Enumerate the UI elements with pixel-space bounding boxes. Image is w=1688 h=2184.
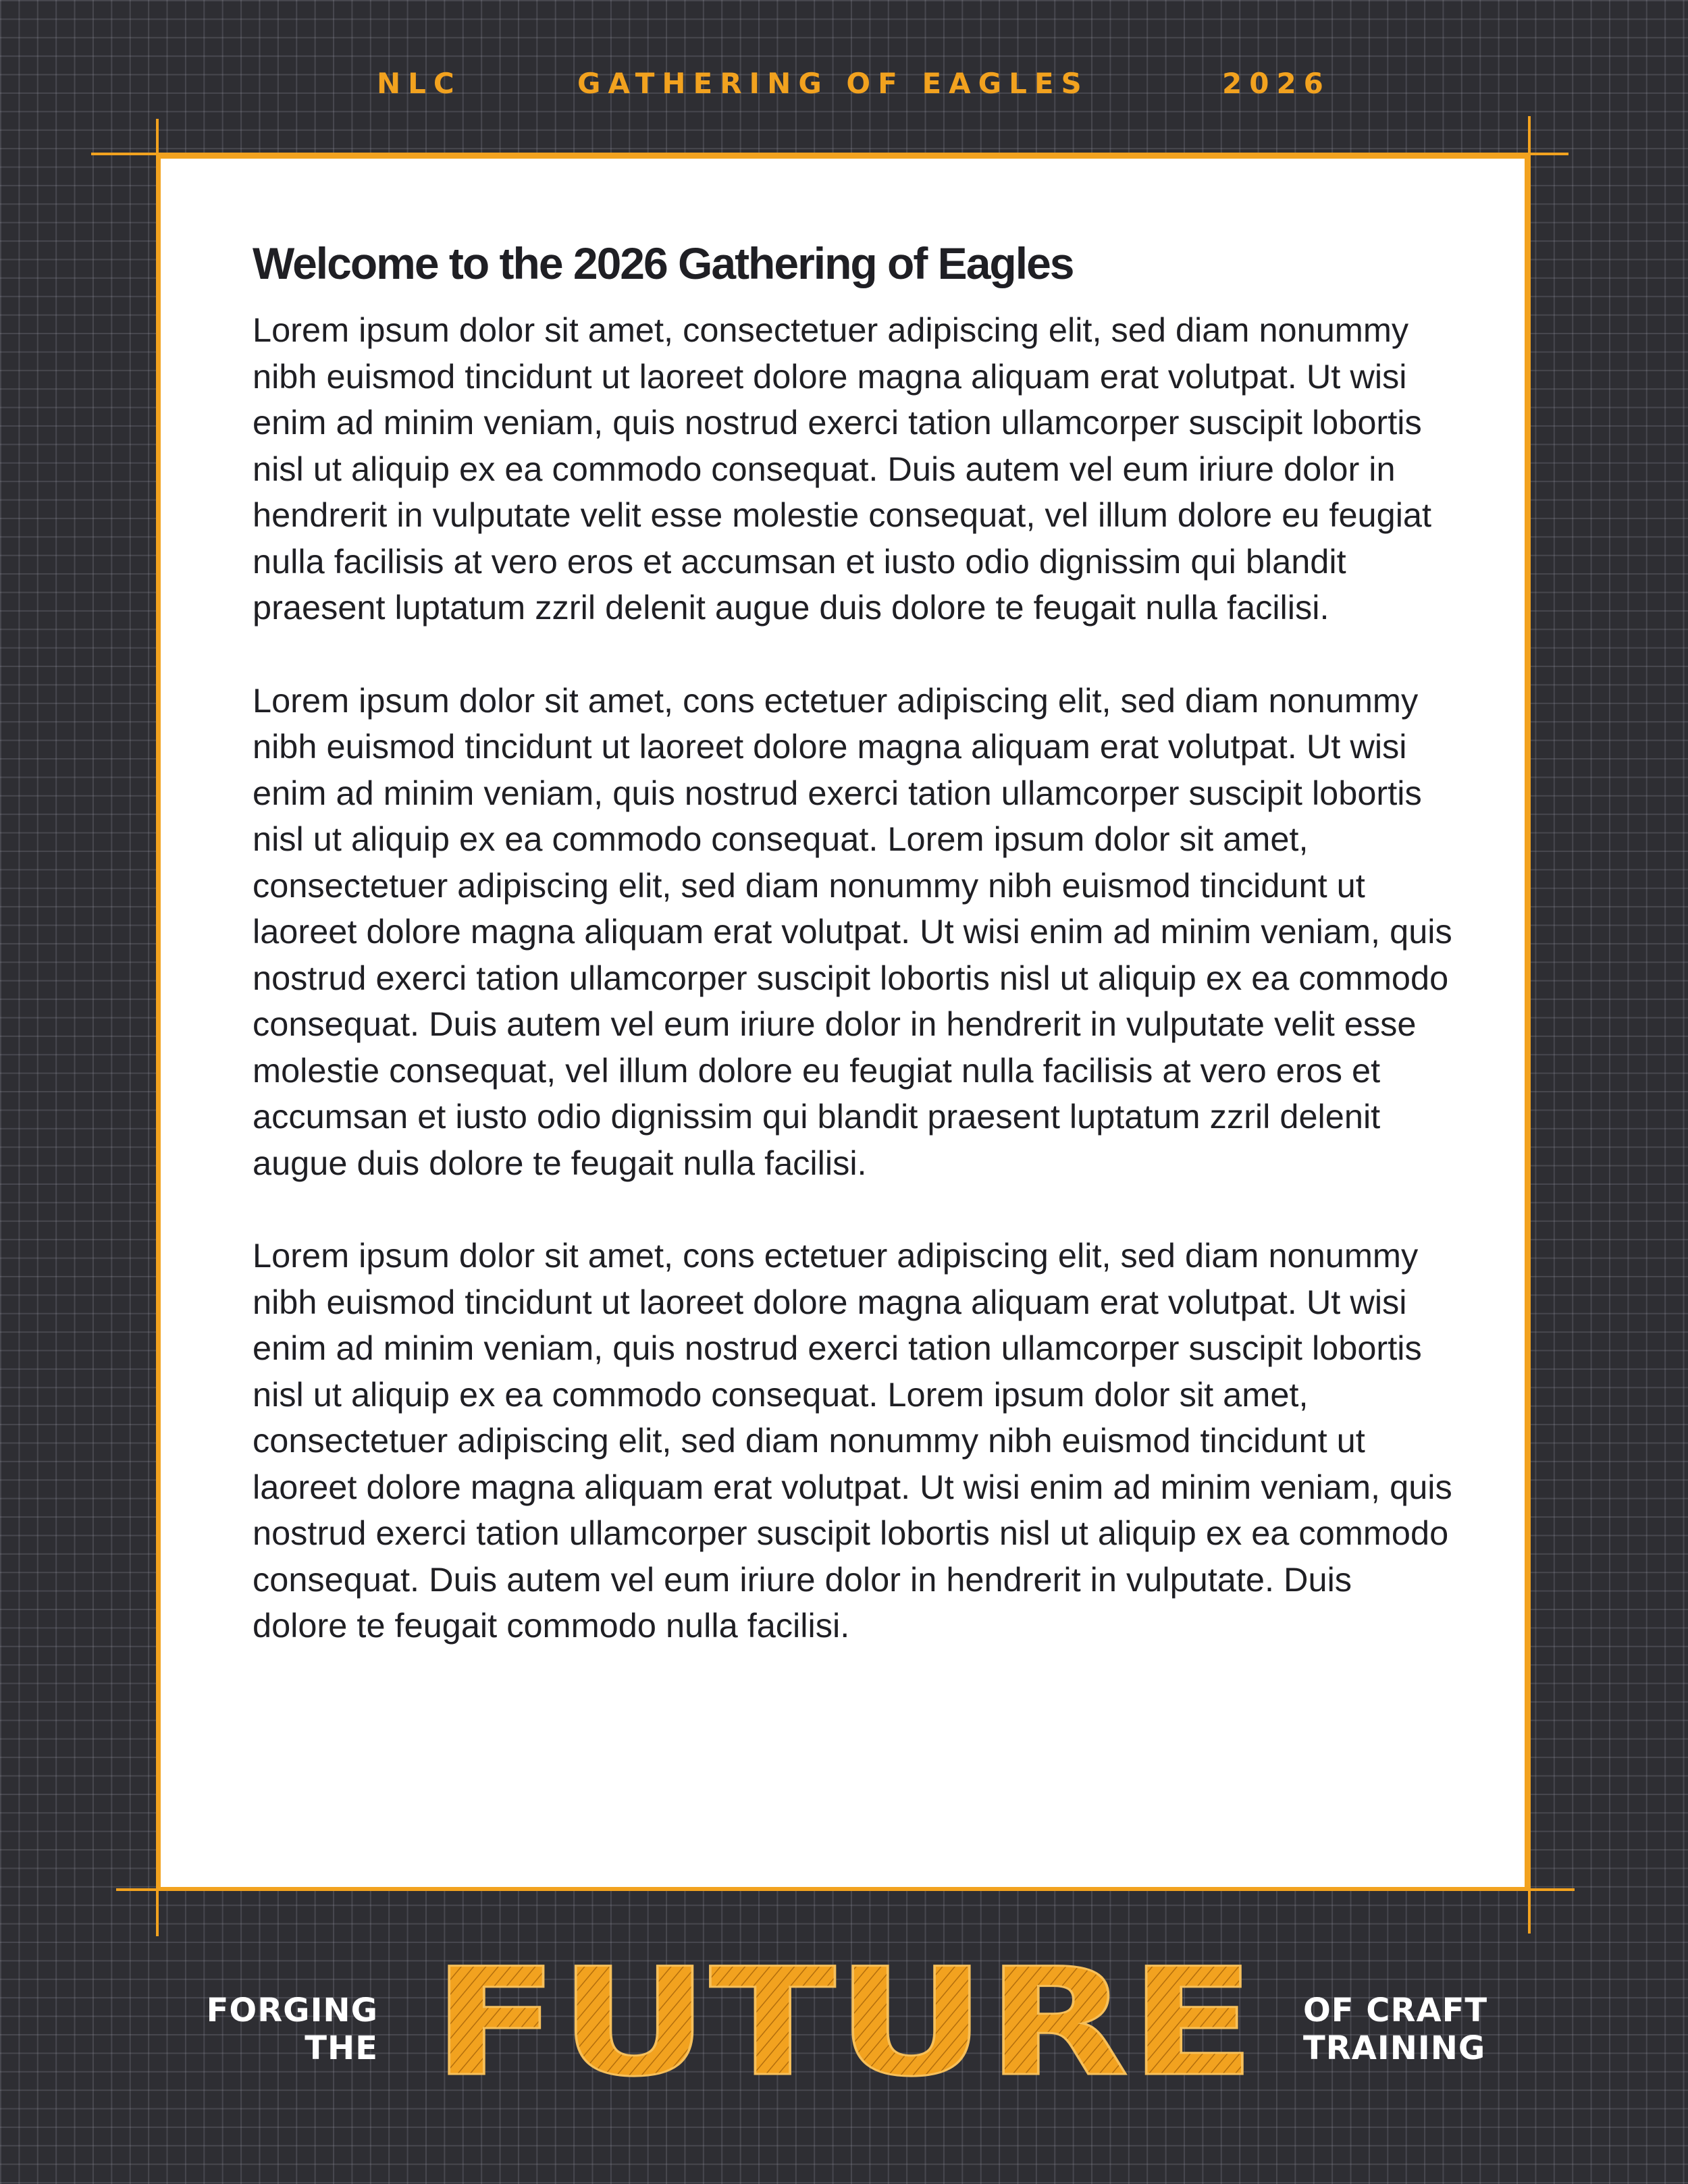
page-header <box>0 65 1688 103</box>
future-logo-graphic <box>419 1958 1269 2093</box>
header-event: GATHERING OF EAGLES <box>577 67 1089 100</box>
frame-line-right <box>1528 116 1531 1934</box>
future-logo <box>419 1958 1269 2096</box>
article-paragraph: Lorem ipsum dolor sit amet, consectetuer adipiscing elit, sed diam nonummy nibh euismod tincidunt ut laoreet dolore magna aliquam erat volutpat. Ut wisi enim ad minim veniam, quis nostrud exerci tation ullamcorper suscipit lobortis nisl ut aliquip ex ea commodo consequat. Duis autem vel eum iriure dolor in hendrerit in vulputate velit esse molestie consequat, vel illum dolore eu feugiat nulla facilisis at vero eros et accumsan et iusto odio dignissim qui blandit praesent luptatum zzril delenit augue duis dolore te feugait nulla facilisi. <box>253 311 1432 627</box>
future-word: FUTURE <box>432 1958 1256 2093</box>
tagline-right-line1: OF CRAFT <box>1303 1992 1488 2029</box>
header-org: NLC <box>377 67 462 100</box>
content-panel <box>157 155 1528 1890</box>
article <box>253 233 1454 1696</box>
article-paragraph: Lorem ipsum dolor sit amet, cons ectetuer adipiscing elit, sed diam nonummy nibh euismod tincidunt ut laoreet dolore magna aliquam erat volutpat. Ut wisi enim ad minim veniam, quis nostrud exerci tation ullamcorper suscipit lobortis nisl ut aliquip ex ea commodo consequat. Lorem ipsum dolor sit amet, consectetuer adipiscing elit, sed diam nonummy nibh euismod tincidunt ut laoreet dolore magna aliquam erat volutpat. Ut wisi enim ad minim veniam, quis nostrud exerci tation ullamcorper suscipit lobortis nisl ut aliquip ex ea commodo consequat. Duis autem vel eum iriure dolor in hendrerit in vulputate velit esse molestie consequat, vel illum dolore eu feugiat nulla facilisis at vero eros et accumsan et iusto odio dignissim qui blandit praesent luptatum zzril delenit augue duis dolore te feugait nulla facilisi. <box>253 681 1452 1182</box>
tagline-left-line2: THE <box>305 2029 378 2067</box>
article-paragraph: Lorem ipsum dolor sit amet, cons ectetuer adipiscing elit, sed diam nonummy nibh euismod tincidunt ut laoreet dolore magna aliquam erat volutpat. Ut wisi enim ad minim veniam, quis nostrud exerci tation ullamcorper suscipit lobortis nisl ut aliquip ex ea commodo consequat. Lorem ipsum dolor sit amet, consectetuer adipiscing elit, sed diam nonummy nibh euismod tincidunt ut laoreet dolore magna aliquam erat volutpat. Ut wisi enim ad minim veniam, quis nostrud exerci tation ullamcorper suscipit lobortis nisl ut aliquip ex ea commodo consequat. Duis autem vel eum iriure dolor in hendrerit in vulputate. Duis dolore te feugait commodo nulla facilisi. <box>253 1236 1452 1645</box>
tagline-right-line2: TRAINING <box>1303 2029 1486 2067</box>
header-year: 2026 <box>1222 67 1331 100</box>
tagline-left-line1: FORGING <box>206 1992 378 2029</box>
article-title: Welcome to the 2026 Gathering of Eagles <box>253 238 1074 288</box>
tagline-left <box>176 1992 378 2067</box>
tagline-right <box>1303 1992 1526 2067</box>
